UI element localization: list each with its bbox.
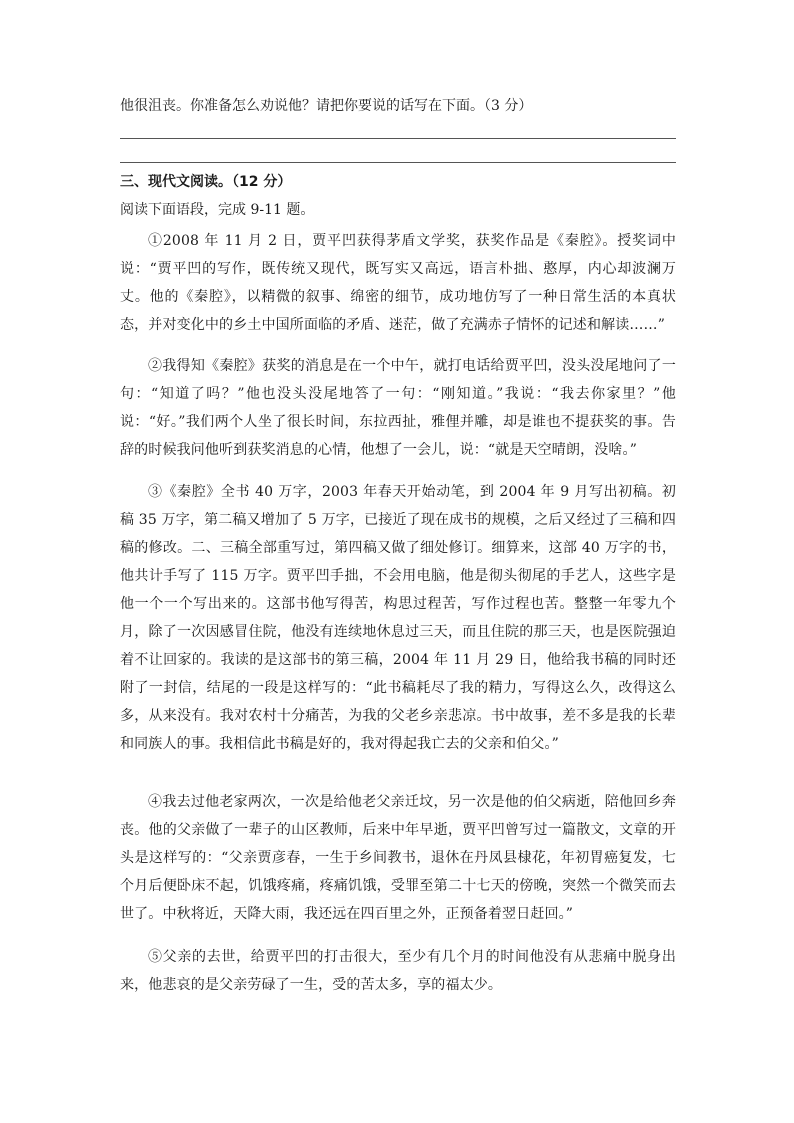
passage-paragraph-2: ②我得知《秦腔》获奖的消息是在一个中午，就打电话给贾平凹，没头没尾地问了一句：“知道了吗？”他也没头没尾地答了一句：“刚知道。”我说：“我去你家里？”他说：“好。”我们两个人坐了很长时间，东拉西扯，雅俚并雕，却是谁也不提获奖的事。告辞的时候我问他听到获奖消息的心情，他想了一会儿，说：“就是天空晴朗，没啥。” (120, 358, 676, 458)
section-heading: 三、现代文阅读。（12 分） (120, 174, 292, 190)
passage-paragraph-3: ③《秦腔》全书 40 万字，2003 年春天开始动笔，到 2004 年 9 月写出初稿。初稿 35 万字，第二稿又增加了 5 万字，已接近了现在成书的规模，之后又经过了三稿和四稿的修改。二、三稿全部重写过，第四稿又做了细处修订。细算来，这部 40 万字的书，他共计手写了 115 万字。贾平凹手拙，不会用电脑，他是彻头彻尾的手艺人，这些字是他一个一个写出来的。这部书他写得苦，构思过程苦，写作过程也苦。整整一年零九个月，除了一次因感冒住院，他没有连续地休息过三天，而且住院的那三天，也是医院强迫着不让回家的。我读的是这部书的第三稿，2004 年 11 月 29 日，他给我书稿的同时还附了一封信，结尾的一段是这样写的：“此书稿耗尽了我的精力，写得这么久，改得这么多，从来没有。我对农村十分痛苦，为我的父老乡亲悲凉。书中故事，差不多是我的长辈和同族人的事。我相信此书稿是好的，我对得起我亡去的父亲和伯父。” (120, 484, 676, 752)
reading-instruction: 阅读下面语段，完成 9-11 题。 (120, 202, 315, 218)
passage-paragraph-4: ④我去过他老家两次，一次是给他老父亲迁坟，另一次是他的伯父病逝，陪他回乡奔丧。他的父亲做了一辈子的山区教师，后来中年早逝，贾平凹曾写过一篇散文，文章的开头是这样写的：“父亲贾彦春，一生于乡间教书，退休在丹凤县棣花，年初胃癌复发，七个月后便卧床不起，饥饿疼痛，疼痛饥饿，受罪至第二十七天的傍晚，突然一个微笑而去世了。中秋将近，天降大雨，我还远在四百里之外，正预备着翌日赶回。” (120, 794, 676, 922)
passage-paragraph-5: ⑤父亲的去世，给贾平凹的打击很大，至少有几个月的时间他没有从悲痛中脱身出来，他悲哀的是父亲劳碌了一生，受的苦太多，享的福太少。 (120, 949, 676, 993)
answer-line[interactable] (120, 138, 676, 139)
passage-paragraph-1: ①2008 年 11 月 2 日，贾平凹获得茅盾文学奖，获奖作品是《秦腔》。授奖词中说：“贾平凹的写作，既传统又现代，既写实又高远，语言朴拙、憨厚，内心却波澜万丈。他的《秦腔》，以精微的叙事、绵密的细节，成功地仿写了一种日常生活的本真状态，并对变化中的乡土中国所面临的矛盾、迷茫，做了充满赤子情怀的记述和解读……” (120, 233, 676, 333)
question-prompt: 他很沮丧。你准备怎么劝说他？请把你要说的话写在下面。（3 分） (120, 98, 533, 114)
answer-line[interactable] (120, 162, 676, 163)
